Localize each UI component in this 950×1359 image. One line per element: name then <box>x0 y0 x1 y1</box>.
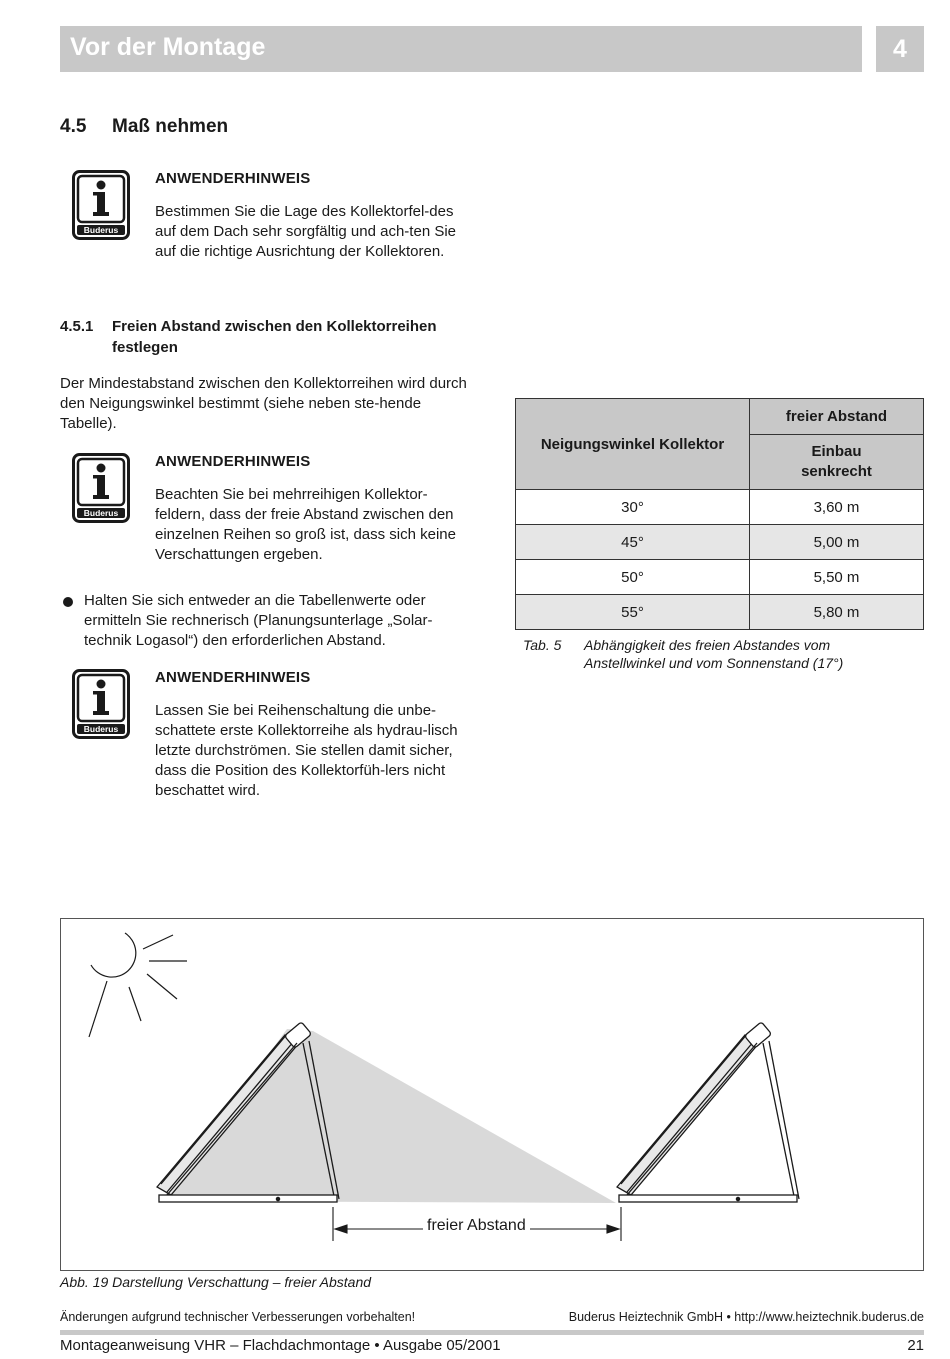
footer-note: Änderungen aufgrund technischer Verbesserungen vorbehalten! <box>60 1310 416 1324</box>
subsection-number: 4.5.1 <box>60 318 94 335</box>
bullet-text: Halten Sie sich entweder an die Tabellenwerte oder ermitteln Sie rechnerisch (Planungsunterlage „Solar-technik Logasol“) den erforderlichen Abstand. <box>84 592 433 649</box>
section-number: 4.5 <box>60 116 87 137</box>
note-text: Beachten Sie bei mehrreihigen Kollektor-feldern, dass der freie Abstand zwischen den einzelnen Reihen so groß ist, dass sich keine Verschattungen ergeben. <box>155 486 456 563</box>
chapter-number: 4 <box>876 26 924 72</box>
table-row <box>516 490 924 525</box>
info-icon <box>72 170 130 240</box>
brand-text: Buderus <box>83 225 119 235</box>
sun-icon <box>89 933 187 1037</box>
note-text: Bestimmen Sie die Lage des Kollektorfel-des auf dem Dach sehr sorgfältig und ach-ten Sie auf die richtige Ausrichtung der Kollektoren. <box>155 203 457 260</box>
note-heading: ANWENDERHINWEIS <box>155 453 311 470</box>
bullet-dot-icon <box>63 597 73 607</box>
cell-angle: 30° <box>516 490 750 525</box>
table-caption <box>523 636 914 672</box>
section-title <box>60 116 228 138</box>
header-title: Vor der Montage <box>70 33 266 61</box>
cell-distance: 5,50 m <box>750 560 924 595</box>
footer-divider <box>60 1330 924 1335</box>
info-icon <box>72 453 130 523</box>
bullet-item <box>60 591 475 651</box>
cell-angle: 50° <box>516 560 750 595</box>
footer-company: Buderus Heiztechnik GmbH • http://www.heiztechnik.buderus.de <box>568 1310 924 1324</box>
table-header-distance: freier Abstand <box>750 399 924 435</box>
cell-distance: 5,80 m <box>750 595 924 630</box>
figure-caption: Abb. 19 Darstellung Verschattung – freier Abstand <box>60 1274 372 1290</box>
page-header <box>60 26 862 72</box>
dimension-label: freier Abstand <box>423 1217 530 1235</box>
section-heading: Maß nehmen <box>112 116 229 137</box>
subsection-title <box>60 316 480 358</box>
collector-right <box>617 1022 799 1202</box>
table-caption-label: Tab. 5 <box>523 637 562 653</box>
cell-angle: 45° <box>516 525 750 560</box>
note-heading: ANWENDERHINWEIS <box>155 170 311 187</box>
table-header-angle: Neigungswinkel Kollektor <box>516 399 750 490</box>
cell-distance: 3,60 m <box>750 490 924 525</box>
table-row <box>516 525 924 560</box>
cell-distance: 5,00 m <box>750 525 924 560</box>
table-subheader-mounting: Einbau senkrecht <box>750 435 924 490</box>
brand-text: Buderus <box>83 508 119 518</box>
footer-doc-title: Montageanweisung VHR – Flachdachmontage • Ausgabe 05/2001 <box>60 1337 501 1354</box>
page-number: 21 <box>907 1337 924 1354</box>
body-paragraph: Der Mindestabstand zwischen den Kollektorreihen wird durch den Neigungswinkel bestimmt (siehe neben ste-hende Tabelle). <box>60 375 467 432</box>
table-caption-text: Abhängigkeit des freien Abstandes vom Anstellwinkel und vom Sonnenstand (17°) <box>584 637 844 671</box>
table-row <box>516 595 924 630</box>
distance-table <box>515 398 924 630</box>
info-icon <box>72 669 130 739</box>
subsection-heading: Freien Abstand zwischen den Kollektorreihen festlegen <box>112 318 437 356</box>
table-row <box>516 560 924 595</box>
note-heading: ANWENDERHINWEIS <box>155 669 311 686</box>
brand-text: Buderus <box>83 724 119 734</box>
note-text: Lassen Sie bei Reihenschaltung die unbe-schattete erste Kollektorreihe als hydrau-lisch letzte durchströmen. Sie stellen damit sicher, dass die Position des Kollektorfüh-lers nicht beschattet wird. <box>155 702 458 799</box>
cell-angle: 55° <box>516 595 750 630</box>
